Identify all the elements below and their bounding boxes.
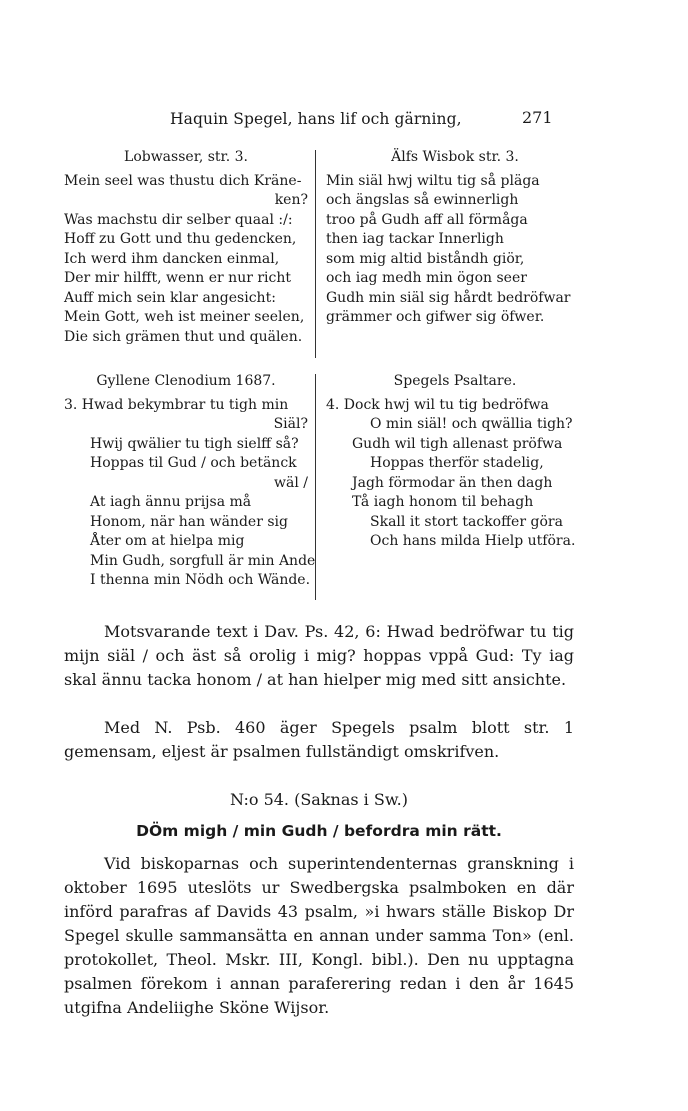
page-number: 271 bbox=[522, 108, 553, 127]
verse-line: Tå iagh honom til behagh bbox=[352, 494, 534, 510]
verse-line: Och hans milda Hielp utföra. bbox=[370, 533, 576, 549]
column-title: Lobwasser, str. 3. bbox=[124, 149, 248, 165]
verse-line: O min siäl! och qwällia tigh? bbox=[370, 416, 573, 432]
verse-line: som mig altid biståndh giör, bbox=[326, 250, 525, 267]
gyllene-clenodium-column bbox=[64, 372, 316, 591]
prose-paragraph-3 bbox=[64, 852, 574, 1020]
paragraph: Med N. Psb. 460 äger Spegels psalm blott str. 1 gemensam, eljest är psalmen fullständigt omskrifven. bbox=[64, 718, 574, 761]
verse-line: Siäl? bbox=[273, 416, 308, 432]
spegels-psaltare-column bbox=[326, 372, 584, 552]
paragraph: Motsvarande text i Dav. Ps. 42, 6: Hwad bedröfwar tu tig mijn siäl / och äst så orolig i mig? hoppas vppå Gud: Ty iag skal ännu tacka honom / at han hielper mig med sitt ansichte. bbox=[64, 622, 574, 689]
verse-lines bbox=[64, 396, 316, 591]
verse-line: ken? bbox=[274, 192, 308, 208]
verse-line: Honom, när han wänder sig bbox=[90, 513, 288, 530]
alfs-wisbok-column bbox=[326, 148, 584, 328]
verse-line: Hoppas therför stadelig, bbox=[370, 455, 544, 471]
lobwasser-column bbox=[64, 148, 308, 347]
verse-line: Die sich grämen thut und quälen. bbox=[64, 328, 303, 345]
verse-line: Åter om at hielpa mig bbox=[90, 533, 245, 549]
verse-line: then iag tackar Innerligh bbox=[326, 231, 504, 247]
column-divider bbox=[315, 374, 316, 600]
paragraph: Vid biskoparnas och superintendenternas granskning i oktober 1695 uteslöts ur Swedbergska psalmboken en där införd parafras af Davids 43 psalm, »i hwars ställe Biskop Dr Spegel skulle sammansätta en annan under samma Ton» (enl. protokollet, Theol. Mskr. III, Kongl. bibl.). Den nu upptagna psalmen förekom i annan paraferering redan i den år 1645 utgifna Andeliighe Sköne Wijsor. bbox=[64, 854, 574, 1017]
verse-line: Hoppas til Gud / och betänck bbox=[90, 455, 297, 471]
verse-line: I thenna min Nödh och Wände. bbox=[90, 572, 311, 588]
verse-line: Der mir hilfft, wenn er nur richt bbox=[64, 270, 292, 286]
verse-lines bbox=[326, 172, 584, 328]
entry-number: N:o 54. (Saknas i Sw.) bbox=[230, 790, 408, 809]
verse-line: Auff mich sein klar angesicht: bbox=[64, 289, 276, 306]
verse-line: Gudh min siäl sig hårdt bedröfwar bbox=[326, 289, 571, 306]
verse-line: Min siäl hwj wiltu tig så pläga bbox=[326, 172, 540, 189]
verse-line: 4. Dock hwj wil tu tig bedröfwa bbox=[326, 396, 549, 413]
verse-line: Mein seel was thustu dich Kräne- bbox=[64, 172, 302, 189]
verse-line: och ängslas så ewinnerligh bbox=[326, 192, 519, 208]
verse-line: grämmer och gifwer sig öfwer. bbox=[326, 309, 545, 325]
verse-line: Min Gudh, sorgfull är min Ande bbox=[90, 552, 316, 569]
verse-line: Jagh förmodar än then dagh bbox=[352, 474, 553, 491]
verse-line: Ich werd ihm dancken einmal, bbox=[64, 250, 280, 267]
column-divider bbox=[315, 150, 316, 358]
column-title: Gyllene Clenodium 1687. bbox=[96, 373, 276, 389]
running-head: Haquin Spegel, hans lif och gärning, bbox=[170, 110, 462, 128]
prose-paragraph-2 bbox=[64, 716, 574, 764]
verse-lines bbox=[64, 172, 308, 348]
verse-lines bbox=[326, 396, 584, 552]
verse-line: 3. Hwad bekymbrar tu tigh min bbox=[64, 396, 289, 413]
prose-paragraph-1 bbox=[64, 620, 574, 692]
verse-line: och iag medh min ögon seer bbox=[326, 270, 527, 286]
verse-line: Hoff zu Gott und thu gedencken, bbox=[64, 231, 297, 247]
parallel-block-2 bbox=[64, 372, 584, 608]
verse-line: Skall it stort tackoffer göra bbox=[370, 513, 563, 530]
column-title: Spegels Psaltare. bbox=[393, 373, 517, 389]
parallel-block-1 bbox=[64, 148, 584, 360]
verse-line: wäl / bbox=[274, 474, 308, 491]
verse-line: troo på Gudh aff all förmåga bbox=[326, 211, 528, 228]
verse-line: Hwij qwälier tu tigh sielff så? bbox=[90, 435, 299, 452]
verse-line: Gudh wil tigh allenast pröfwa bbox=[352, 435, 563, 452]
column-title: Älfs Wisbok str. 3. bbox=[391, 149, 519, 165]
hymn-title: DÖm migh / min Gudh / befordra min rätt. bbox=[136, 822, 502, 840]
verse-line: Was machstu dir selber quaal :/: bbox=[64, 211, 293, 228]
verse-line: Mein Gott, weh ist meiner seelen, bbox=[64, 309, 305, 325]
verse-line: At iagh ännu prijsa må bbox=[90, 494, 252, 510]
